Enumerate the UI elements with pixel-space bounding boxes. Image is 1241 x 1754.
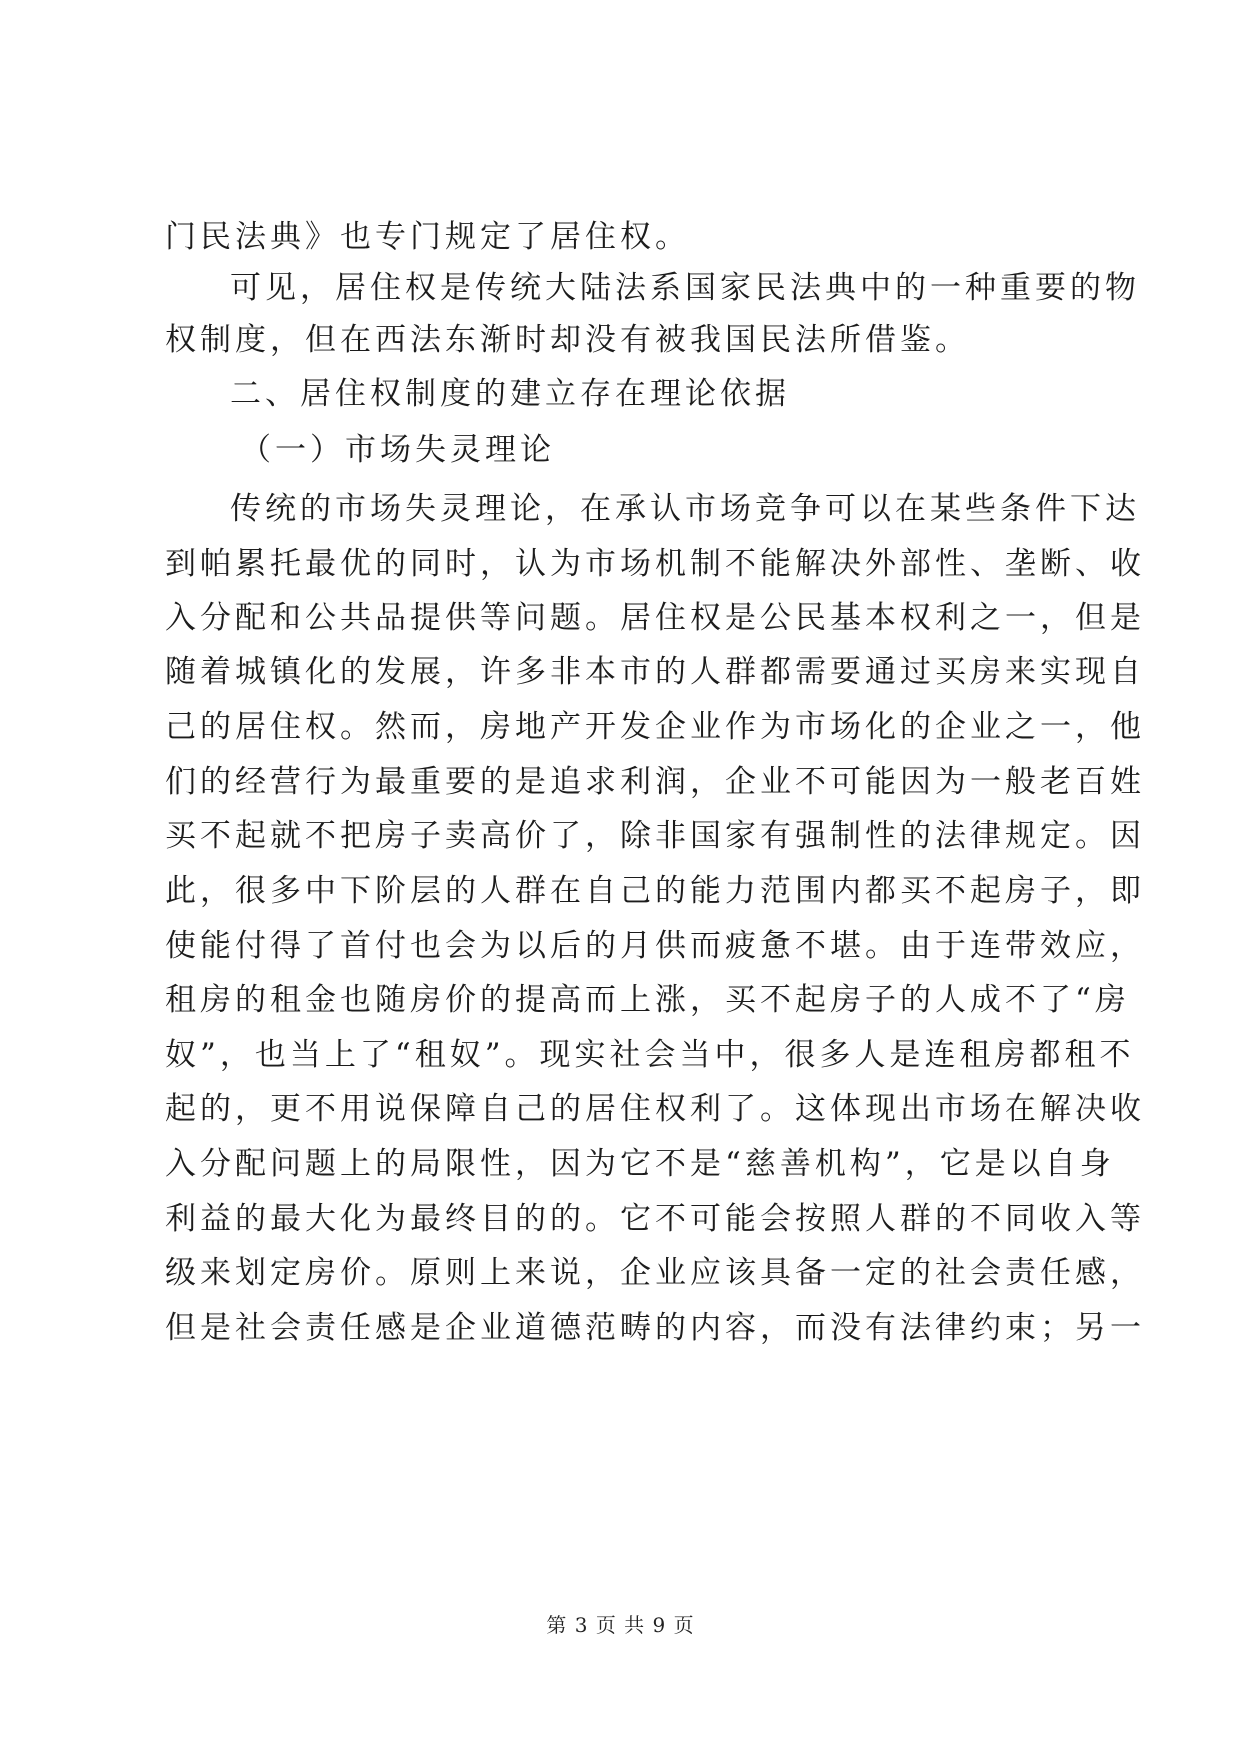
text-line: 级来划定房价。原则上来说，企业应该具备一定的社会责任感， bbox=[165, 1255, 1145, 1291]
page-number: 第 3 页 共 9 页 bbox=[546, 1613, 695, 1637]
text-line: 利益的最大化为最终目的的。它不可能会按照人群的不同收入等 bbox=[165, 1201, 1145, 1237]
text-line: 但是社会责任感是企业道德范畴的内容，而没有法律约束；另一 bbox=[165, 1310, 1145, 1346]
text-line: 此，很多中下阶层的人群在自己的能力范围内都买不起房子，即 bbox=[165, 873, 1145, 909]
text-line: 使能付得了首付也会为以后的月供而疲惫不堪。由于连带效应， bbox=[165, 928, 1145, 964]
text-line: 门民法典》也专门规定了居住权。 bbox=[165, 219, 690, 255]
text-line: 奴”，也当上了“租奴”。现实社会当中，很多人是连租房都租不 bbox=[165, 1037, 1135, 1073]
text-line: 们的经营行为最重要的是追求利润，企业不可能因为一般老百姓 bbox=[165, 764, 1145, 800]
text-line: 到帕累托最优的同时，认为市场机制不能解决外部性、垄断、收 bbox=[165, 546, 1145, 582]
section-heading: 二、居住权制度的建立存在理论依据 bbox=[230, 376, 790, 412]
text-line: 起的，更不用说保障自己的居住权利了。这体现出市场在解决收 bbox=[165, 1091, 1145, 1127]
text-line: 买不起就不把房子卖高价了，除非国家有强制性的法律规定。因 bbox=[165, 818, 1145, 854]
subsection-heading: （一）市场失灵理论 bbox=[240, 432, 555, 468]
text-line: 权制度，但在西法东渐时却没有被我国民法所借鉴。 bbox=[165, 322, 970, 358]
text-line: 己的居住权。然而，房地产开发企业作为市场化的企业之一，他 bbox=[165, 709, 1145, 745]
text-line: 租房的租金也随房价的提高而上涨，买不起房子的人成不了“房 bbox=[165, 982, 1130, 1018]
paragraph-start-line: 可见，居住权是传统大陆法系国家民法典中的一种重要的物 bbox=[230, 270, 1140, 306]
text-line: 入分配问题上的局限性，因为它不是“慈善机构”，它是以自身 bbox=[165, 1146, 1115, 1182]
text-line: 入分配和公共品提供等问题。居住权是公民基本权利之一，但是 bbox=[165, 600, 1145, 636]
text-line: 随着城镇化的发展，许多非本市的人群都需要通过买房来实现自 bbox=[165, 654, 1145, 690]
paragraph-start-line: 传统的市场失灵理论，在承认市场竞争可以在某些条件下达 bbox=[230, 491, 1140, 527]
